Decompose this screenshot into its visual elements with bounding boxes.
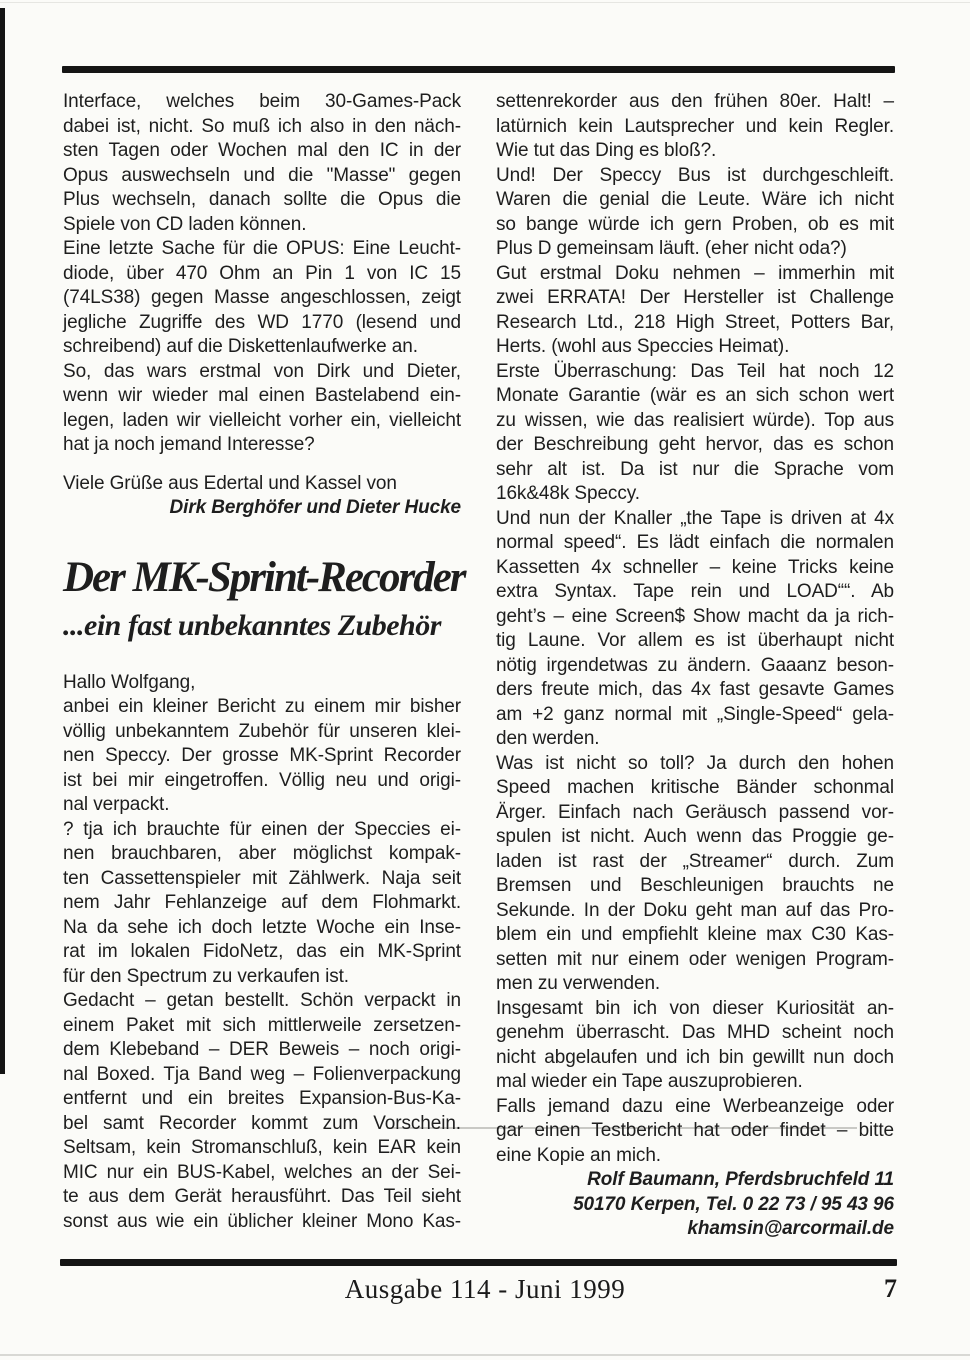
text-line: Rolf Baumann, Pferdsbruchfeld 11 bbox=[587, 1169, 894, 1190]
text-line: für den Spectrum zu verkaufen ist. bbox=[63, 965, 349, 987]
text-line: Ärger. Einfach nach Geräusch passend vor- bbox=[496, 801, 894, 823]
text-line: Hallo Wolfgang, bbox=[63, 671, 196, 693]
text-line: so bange würde ich gern Proben, ob es mit bbox=[496, 213, 894, 235]
text-line: Speed machen kritische Bänder schonmal bbox=[496, 777, 894, 798]
text-line: Sekunde. In der Doku geht man auf das Pro- bbox=[496, 899, 894, 921]
closing-signature-block bbox=[63, 472, 461, 521]
text-line: diode, über 470 Ohm an Pin 1 von IC 15 bbox=[63, 262, 461, 284]
text-line: 16k&48k Speccy. bbox=[496, 483, 640, 504]
text-line: MIC nur ein BUS-Kabel, welches an der Sei- bbox=[63, 1161, 461, 1183]
text-line: genehm überrascht. Das MHD scheint noch bbox=[496, 1022, 894, 1043]
text-line: Insgesamt bin ich von dieser Kuriosität an- bbox=[496, 997, 894, 1019]
text-line: (74LS38) gegen Masse angeschlossen, zeigt bbox=[63, 287, 461, 308]
text-line: nötig irgendetwas zu ändern. Gaaanz beson- bbox=[496, 654, 894, 676]
text-line: völlig unbekanntem Zubehör für unseren klei- bbox=[63, 720, 461, 742]
text-line: extra Syntax. Tape rein und LOAD““. Ab bbox=[496, 581, 894, 602]
text-line: sten Tagen oder Wochen mal den IC in der bbox=[63, 140, 461, 161]
text-line: normal speed“. Es lädt einfach die normalen bbox=[496, 532, 894, 553]
top-rule bbox=[62, 66, 895, 73]
text-line: nen brauchbaren, aber möglichst kompak- bbox=[63, 843, 461, 864]
text-line: settenrekorder aus den frühen 80er. Halt! – bbox=[496, 91, 894, 112]
text-line: gar einen Testbericht hat oder findet – bitte bbox=[496, 1120, 894, 1141]
text-line: der Beschreibung geht hervor, das es schon bbox=[496, 434, 894, 455]
text-line: nen Speccy. Der grosse MK-Sprint Recorder bbox=[63, 745, 461, 766]
article-body-left bbox=[63, 671, 461, 1235]
text-line: spulen ist nicht. Auch wenn das Proggie ge- bbox=[496, 826, 894, 847]
text-line: khamsin@arcormail.de bbox=[687, 1218, 894, 1239]
author-signature-block bbox=[496, 1168, 894, 1242]
text-line: wenn wir wieder mal einen Bastelabend ein- bbox=[63, 385, 461, 406]
text-line: mal wieder ein Tape auszuprobieren. bbox=[496, 1071, 803, 1092]
text-line: Viele Grüße aus Edertal und Kassel von bbox=[63, 472, 397, 494]
text-line: Research Ltd., 218 High Street, Potters Bar, bbox=[496, 311, 894, 333]
text-line: nal verpackt. bbox=[63, 794, 170, 815]
text-line: ten Cassettenspieler mit Zählwerk. Naja seit bbox=[63, 867, 461, 889]
page-number: 7 bbox=[884, 1274, 897, 1303]
text-line: sonst aus wie ein üblicher kleiner Mono Kas- bbox=[63, 1210, 461, 1232]
text-line: Dirk Berghöfer und Dieter Hucke bbox=[169, 497, 461, 518]
text-line: Plus wechseln, danach sollte die Opus die bbox=[63, 189, 461, 210]
text-line: Bremsen und Beschleunigen brauchts ne bbox=[496, 875, 894, 896]
text-line: laden ist rast der „Streamer“ durch. Zum bbox=[496, 850, 894, 872]
article-body-right bbox=[496, 90, 894, 1168]
text-line: dem Klebeband – DER Beweis – noch origi- bbox=[63, 1039, 461, 1060]
text-line: Kassetten 4x schneller – keine Tricks keine bbox=[496, 556, 894, 578]
scan-edge-top-artifact bbox=[0, 2, 970, 3]
text-line: Opus auswechseln und die "Masse" gegen bbox=[63, 164, 461, 186]
text-line: Seltsam, kein Stromanschluß, kein EAR kein bbox=[63, 1137, 461, 1158]
scan-edge-left-artifact bbox=[0, 8, 5, 1074]
page-footer bbox=[0, 1274, 970, 1314]
text-line: tig Laune. Vor allem es ist überhaupt nicht bbox=[496, 630, 894, 651]
text-line: bel samt Recorder kommt zum Vorschein. bbox=[63, 1112, 461, 1134]
bottom-rule bbox=[60, 1259, 897, 1266]
text-line: Waren die genial die Leute. Wäre ich nicht bbox=[496, 189, 894, 210]
text-line: hat ja noch jemand Interesse? bbox=[63, 434, 315, 455]
text-line: Falls jemand dazu eine Werbeanzeige oder bbox=[496, 1095, 894, 1117]
text-line: zwei ERRATA! Der Hersteller ist Challenge bbox=[496, 287, 894, 308]
left-column bbox=[63, 90, 465, 1234]
article-heading: Der MK-Sprint-Recorder bbox=[63, 553, 465, 601]
text-line: te aus dem Gerät herausführt. Das Teil sieht bbox=[63, 1186, 461, 1207]
text-line: eine Kopie an mich. bbox=[496, 1144, 661, 1166]
text-line: Spiele von CD laden können. bbox=[63, 213, 307, 235]
text-line: setten mit nur einem oder wenigen Program- bbox=[496, 948, 894, 970]
text-line: latürnich kein Lautsprecher und kein Regler. bbox=[496, 115, 894, 137]
text-line: ? tja ich brauchte für einen der Speccies ei- bbox=[63, 818, 461, 840]
article-subheading: ...ein fast unbekanntes Zubehör bbox=[63, 608, 441, 642]
text-line: nem Jahr Fehlanzeige auf dem Flohmarkt. bbox=[63, 892, 461, 913]
scan-edge-bottom-artifact bbox=[0, 1354, 970, 1356]
intro-paragraphs bbox=[63, 90, 461, 458]
text-line: Eine letzte Sache für die OPUS: Eine Leucht- bbox=[63, 238, 461, 259]
text-line: Und nun der Knaller „the Tape is driven at 4x bbox=[496, 507, 894, 529]
text-line: anbei ein kleiner Bericht zu einem mir bisher bbox=[63, 696, 461, 717]
text-line: geht’s – eine Screen$ Show macht da ja rich- bbox=[496, 605, 894, 627]
text-line: Na da sehe ich doch letzte Woche ein Inse- bbox=[63, 916, 461, 938]
text-line: ders freute mich, das 4x fast gesavte Games bbox=[496, 679, 894, 700]
text-line: Monate Garantie (wär es an sich schon wert bbox=[496, 385, 894, 406]
text-line: den werden. bbox=[496, 728, 600, 749]
text-line: Was ist nicht so toll? Ja durch den hohen bbox=[496, 752, 894, 774]
text-line: zu wissen, wie das realisiert würde). Top aus bbox=[496, 409, 894, 431]
text-line: nicht abgelaufen und ich bin gewillt nun doch bbox=[496, 1046, 894, 1068]
text-line: am +2 ganz normal mit „Single-Speed“ gela- bbox=[496, 703, 894, 725]
text-line: Herts. (wohl aus Speccies Heimat). bbox=[496, 336, 790, 357]
text-line: entfernt und ein breites Expansion-Bus-Ka- bbox=[63, 1088, 461, 1109]
text-line: ist bei mir eingetroffen. Völlig neu und origi- bbox=[63, 769, 461, 791]
text-line: Und! Der Speccy Bus ist durchgeschleift. bbox=[496, 164, 894, 186]
text-line: schreibend) auf die Diskettenlaufwerke an. bbox=[63, 336, 418, 357]
text-line: Interface, welches beim 30-Games-Pack bbox=[63, 91, 461, 112]
text-line: rat im lokalen FidoNetz, das ein MK-Sprint bbox=[63, 941, 461, 962]
text-line: men zu verwenden. bbox=[496, 973, 661, 994]
text-line: sehr alt ist. Da ist nur die Sprache vom bbox=[496, 458, 894, 480]
text-line: einem Paket mit sich mittlerweile zersetzen- bbox=[63, 1014, 461, 1036]
text-line: jegliche Zugriffe des WD 1770 (lesend und bbox=[63, 311, 461, 333]
issue-label: Ausgabe 114 - Juni 1999 bbox=[344, 1274, 626, 1304]
text-line: Gedacht – getan bestellt. Schön verpackt in bbox=[63, 990, 461, 1011]
text-line: Wie tut das Ding es bloß?. bbox=[496, 140, 717, 161]
text-line: 50170 Kerpen, Tel. 0 22 73 / 95 43 96 bbox=[573, 1193, 894, 1215]
text-line: legen, laden wir vielleicht vorher ein, vielleicht bbox=[63, 409, 461, 431]
text-line: So, das wars erstmal von Dirk und Dieter, bbox=[63, 360, 461, 382]
text-line: dabei ist, nicht. So muß ich also in den näch- bbox=[63, 115, 461, 137]
text-line: Plus D gemeinsam läuft. (eher nicht oda?) bbox=[496, 238, 847, 259]
right-column bbox=[496, 90, 894, 1242]
text-line: blem ein und empfiehlt kleine max C30 Kas- bbox=[496, 924, 894, 945]
text-line: Erste Überraschung: Das Teil hat noch 12 bbox=[496, 360, 894, 382]
text-line: nal Boxed. Tja Band weg – Folienverpackung bbox=[63, 1063, 461, 1085]
text-line: Gut erstmal Doku nehmen – immerhin mit bbox=[496, 262, 894, 284]
